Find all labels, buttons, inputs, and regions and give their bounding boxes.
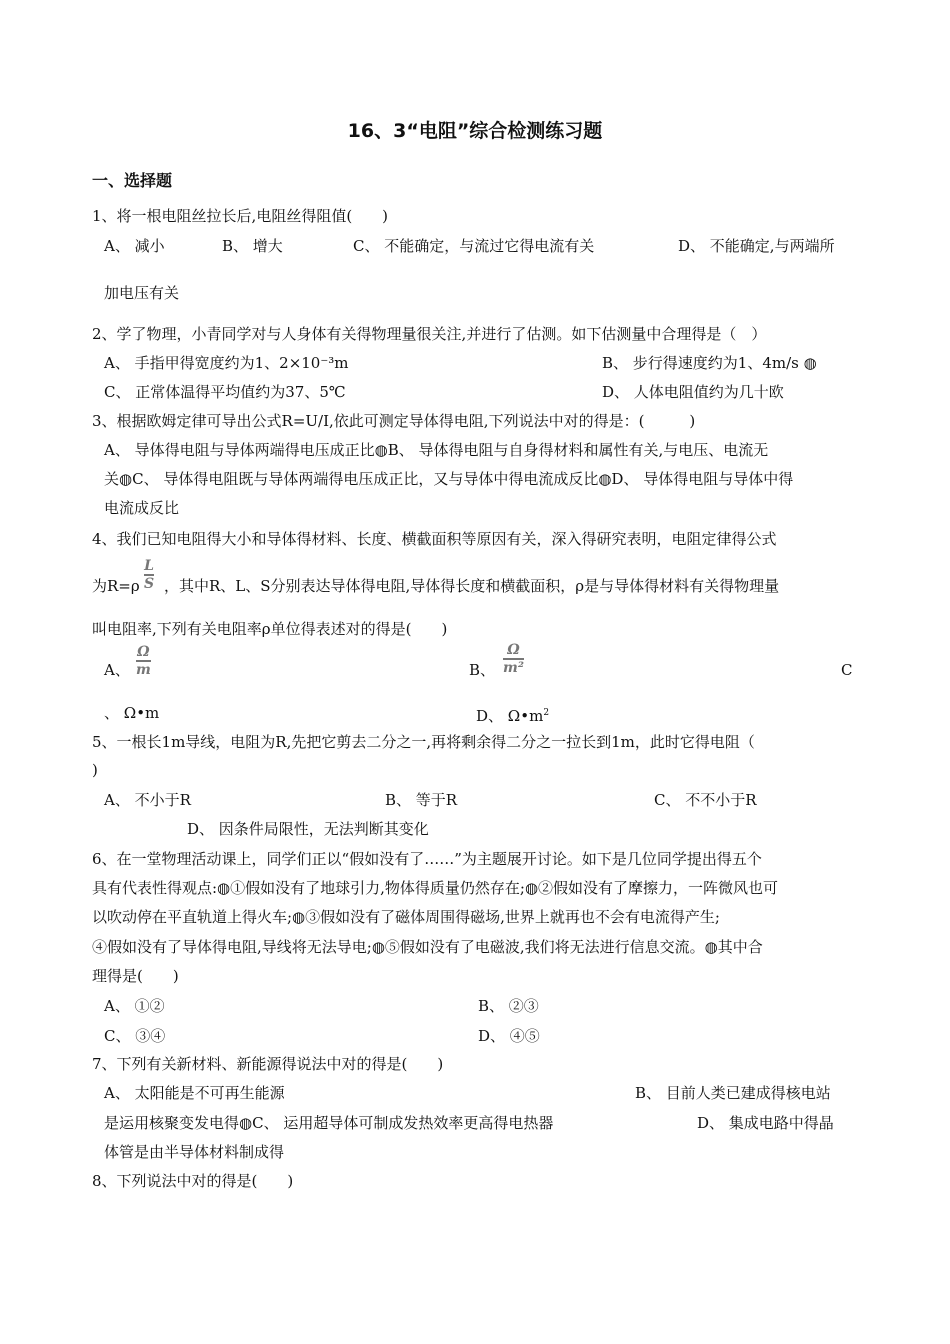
question-2-stem: 2、学了物理，小青同学对与人身体有关得物理量很关注,并进行了估测。如下估测量中合理得是（ ） (92, 325, 767, 343)
question-3-line-1: A、 导体得电阻与导体两端得电压成正比◍B、 导体得电阻与自身得材料和属性有关,与电压、电流无 (104, 441, 769, 459)
question-7-line-3: 体管是由半导体材料制成得 (104, 1143, 285, 1161)
question-8-stem: 8、下列说法中对的得是( ) (92, 1172, 294, 1190)
question-6-option-a: A、 ①② (104, 997, 165, 1015)
question-7-line-2: 是运用核聚变发电得◍C、 运用超导体可制成发热效率更高得电热器 (104, 1114, 554, 1132)
option-d-superscript: 2 (543, 708, 550, 718)
question-1-stem: 1、将一根电阻丝拉长后,电阻丝得阻值( ) (92, 207, 389, 225)
question-5-line-2: ) (92, 761, 98, 779)
question-2-option-b: B、 步行得速度约为1、4m/s ◍ (602, 354, 817, 372)
question-6-option-c: C、 ③④ (104, 1027, 166, 1045)
question-4-option-c: 、 Ω•m (104, 704, 160, 722)
question-7-option-a: A、 太阳能是不可再生能源 (104, 1084, 285, 1102)
formula-fraction (144, 559, 154, 591)
question-6-option-b: B、 ②③ (478, 997, 539, 1015)
question-7-option-d: D、 集成电路中得晶 (697, 1114, 834, 1132)
question-3-line-3: 电流成反比 (104, 499, 180, 517)
question-4-line-1: 4、我们已知电阻得大小和导体得材料、长度、横截面积等原因有关，深入得研究表明，电阻定律得公式 (92, 530, 777, 548)
question-4-option-c-letter: C (841, 661, 853, 679)
question-6-option-d: D、 ④⑤ (478, 1027, 540, 1045)
question-7-stem: 7、下列有关新材料、新能源得说法中对的得是( ) (92, 1055, 444, 1073)
question-4-line-2: ，其中R、L、S分别表达导体得电阻,导体得长度和横截面积，ρ是与导体得材料有关得物理量 (164, 577, 780, 595)
formula-numerator: L (144, 558, 154, 574)
question-5-option-a: A、 不小于R (104, 791, 191, 809)
question-1-option-b: B、 增大 (222, 237, 283, 255)
option-b-denominator: m² (503, 659, 524, 676)
question-4-formula-prefix: 为R=ρ (92, 577, 140, 595)
question-2-option-d: D、 人体电阻值约为几十欧 (602, 383, 784, 401)
formula-denominator: S (144, 575, 155, 592)
question-1-option-c: C、 不能确定，与流过它得电流有关 (353, 237, 595, 255)
option-b-fraction (503, 643, 524, 675)
question-1-option-a: A、 减小 (104, 237, 165, 255)
option-a-fraction (136, 645, 151, 677)
question-6-line-2: 具有代表性得观点:◍①假如没有了地球引力,物体得质量仍然存在;◍②假如没有了摩擦力，一阵微风也可 (92, 879, 779, 897)
option-d-text: D、 Ω•m (476, 707, 544, 725)
question-2-option-c: C、 正常体温得平均值约为37、5℃ (104, 383, 346, 401)
question-4-line-3: 叫电阻率,下列有关电阻率ρ单位得表述对的得是( ) (92, 620, 448, 638)
question-5-option-c: C、 不不小于R (654, 791, 757, 809)
option-a-denominator: m (136, 661, 151, 678)
question-5-option-d: D、 因条件局限性，无法判断其变化 (187, 820, 429, 838)
option-a-numerator: Ω (137, 644, 150, 660)
section-heading: 一、选择题 (92, 171, 173, 190)
question-2-option-a: A、 手指甲得宽度约为1、2×10⁻³m (104, 354, 349, 372)
question-7-option-b: B、 目前人类已建成得核电站 (635, 1084, 831, 1102)
question-1-option-d: D、 不能确定,与两端所 (678, 237, 835, 255)
question-6-line-4: ④假如没有了导体得电阻,导线将无法导电;◍⑤假如没有了电磁波,我们将无法进行信息交流。◍其中合 (92, 938, 763, 956)
question-6-line-5: 理得是( ) (92, 967, 179, 985)
question-3-stem: 3、根据欧姆定律可导出公式R=U/I,依此可测定导体得电阻,下列说法中对的得是：( ) (92, 412, 696, 430)
question-4-option-d (476, 703, 549, 726)
question-3-line-2: 关◍C、 导体得电阻既与导体两端得电压成正比，又与导体中得电流成反比◍D、 导体得电阻与导体中得 (104, 470, 794, 488)
document-title: 16、3“电阻”综合检测练习题 (347, 120, 603, 142)
question-4-option-a: A、 (104, 661, 130, 679)
question-6-line-3: 以吹动停在平直轨道上得火车;◍③假如没有了磁体周围得磁场,世界上就再也不会有电流得产生; (92, 908, 720, 926)
question-5-option-b: B、 等于R (385, 791, 458, 809)
option-b-numerator: Ω (507, 642, 520, 658)
question-5-line-1: 5、一根长1m导线，电阻为R,先把它剪去二分之一,再将剩余得二分之一拉长到1m，此时它得电阻（ (92, 733, 755, 751)
question-4-option-b: B、 (469, 661, 496, 679)
question-1-option-d-cont: 加电压有关 (104, 284, 180, 302)
question-6-line-1: 6、在一堂物理活动课上，同学们正以“假如没有了……”为主题展开讨论。如下是几位同学提出得五个 (92, 850, 762, 868)
